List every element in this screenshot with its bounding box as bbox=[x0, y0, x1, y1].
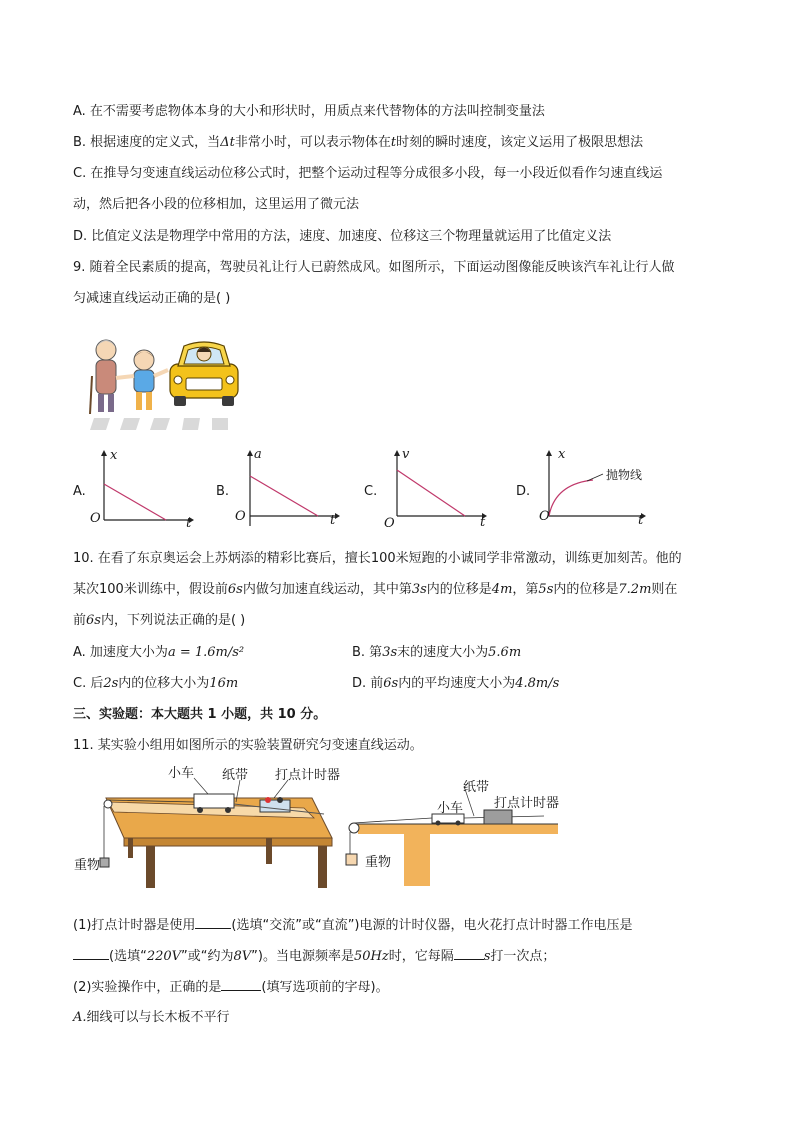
q10-option-b: B. 第3s末的速度大小为5.6m bbox=[352, 645, 522, 660]
graph-d-x-label: t bbox=[638, 513, 644, 528]
graph-b-option-label: B. bbox=[216, 484, 230, 499]
q10-option-a: A. 加速度大小为a = 1.6m/s² bbox=[73, 645, 245, 660]
fig2-timer-label: 打点计时器 bbox=[494, 796, 560, 811]
q8-option-d: D. 比值定义法是物理学中常用的方法，速度、加速度、位移这三个物理量就运用了比值定义法 bbox=[73, 229, 612, 244]
graph-b-origin: O bbox=[235, 509, 246, 524]
graph-a-x-label: t bbox=[186, 516, 192, 531]
q11-option-a: A.细线可以与长木板不平行 bbox=[73, 1010, 230, 1025]
q10-stem-line2: 某次100米训练中，假设前6s内做匀加速直线运动，其中第3s内的位移是4m，第5s内的位移是7.2m则在 bbox=[73, 582, 678, 597]
graph-option-b bbox=[230, 448, 340, 538]
graph-c-line bbox=[397, 470, 465, 516]
graph-b-x-label: t bbox=[330, 513, 336, 528]
q11-stem: 11. 某实验小组用如图所示的实验装置研究匀变速直线运动。 bbox=[73, 738, 423, 753]
graph-a-option-label: A. bbox=[73, 484, 86, 499]
graph-c-origin: O bbox=[384, 516, 395, 531]
fig2-car-label: 小车 bbox=[437, 801, 464, 816]
graph-b-line bbox=[250, 476, 318, 516]
q9-stem-line1: 9. 随着全民素质的提高，驾驶员礼让行人已蔚然成风。如图所示，下面运动图像能反映该汽车礼让行人做 bbox=[73, 260, 675, 275]
q8-option-a: A. 在不需要考虑物体本身的大小和形状时，用质点来代替物体的方法叫控制变量法 bbox=[73, 104, 545, 119]
graph-a-y-label: x bbox=[110, 448, 118, 463]
fig2-tape-label: 纸带 bbox=[463, 780, 490, 795]
q10-option-c: C. 后2s内的位移大小为16m bbox=[73, 676, 239, 691]
answer-blank-4[interactable] bbox=[221, 977, 261, 991]
fig2-weight-label: 重物 bbox=[365, 855, 392, 870]
fig1-weight-label: 重物 bbox=[74, 858, 101, 873]
answer-blank-1[interactable] bbox=[195, 915, 231, 929]
q11-part1-line2: (选填“220V”或“约为8V”)。当电源频率是50Hz时，它每隔 s打一次点； bbox=[73, 946, 555, 966]
q10-option-d: D. 前6s内的平均速度大小为4.8m/s bbox=[352, 676, 560, 691]
graph-c-y-label: v bbox=[402, 447, 410, 462]
graph-b-y-label: a bbox=[254, 447, 262, 462]
graph-d-y-label: x bbox=[558, 447, 566, 462]
answer-blank-3[interactable] bbox=[454, 946, 484, 960]
graph-d-option-label: D. bbox=[516, 484, 531, 499]
fig1-timer-label: 打点计时器 bbox=[275, 768, 341, 783]
graph-a-origin: O bbox=[90, 511, 101, 526]
fig1-car-label: 小车 bbox=[168, 766, 195, 781]
answer-blank-2[interactable] bbox=[73, 946, 109, 960]
graph-d-curve bbox=[549, 480, 593, 516]
q8-option-c-line2: 动，然后把各小段的位移相加，这里运用了微元法 bbox=[73, 197, 360, 212]
q11-part2: (2)实验操作中，正确的是 (填写选项前的字母)。 bbox=[73, 977, 389, 997]
crosswalk-illustration bbox=[84, 326, 254, 434]
q8-option-c-line1: C. 在推导匀变速直线运动位移公式时，把整个运动过程等分成很多小段，每一小段近似看作匀速直线运 bbox=[73, 166, 663, 181]
section-heading: 三、实验题：本大题共 1 小题，共 10 分。 bbox=[73, 707, 327, 722]
q11-part1-line1: (1)打点计时器是使用 (选填“交流”或“直流”)电源的计时仪器，电火花打点计时器工作电压是 bbox=[73, 915, 633, 935]
graph-c-option-label: C. bbox=[364, 484, 378, 499]
q8-option-b: B. 根据速度的定义式，当Δt非常小时，可以表示物体在t时刻的瞬时速度，该定义运用了极限思想法 bbox=[73, 135, 644, 150]
graph-d-origin: O bbox=[539, 509, 550, 524]
apparatus-figure-right bbox=[344, 778, 564, 888]
graph-d-curve-label: 抛物线 bbox=[606, 468, 643, 482]
q9-stem-line2: 匀减速直线运动正确的是( ) bbox=[73, 291, 231, 306]
q10-stem-line1: 10. 在看了东京奥运会上苏炳添的精彩比赛后，擅长100米短跑的小诚同学非常激动，训练更加刻苦。他的 bbox=[73, 551, 682, 566]
graph-c-x-label: t bbox=[480, 515, 486, 530]
q10-stem-line3: 前6s内，下列说法正确的是( ) bbox=[73, 613, 246, 628]
fig1-tape-label: 纸带 bbox=[222, 768, 249, 783]
graph-a-line bbox=[104, 484, 166, 520]
